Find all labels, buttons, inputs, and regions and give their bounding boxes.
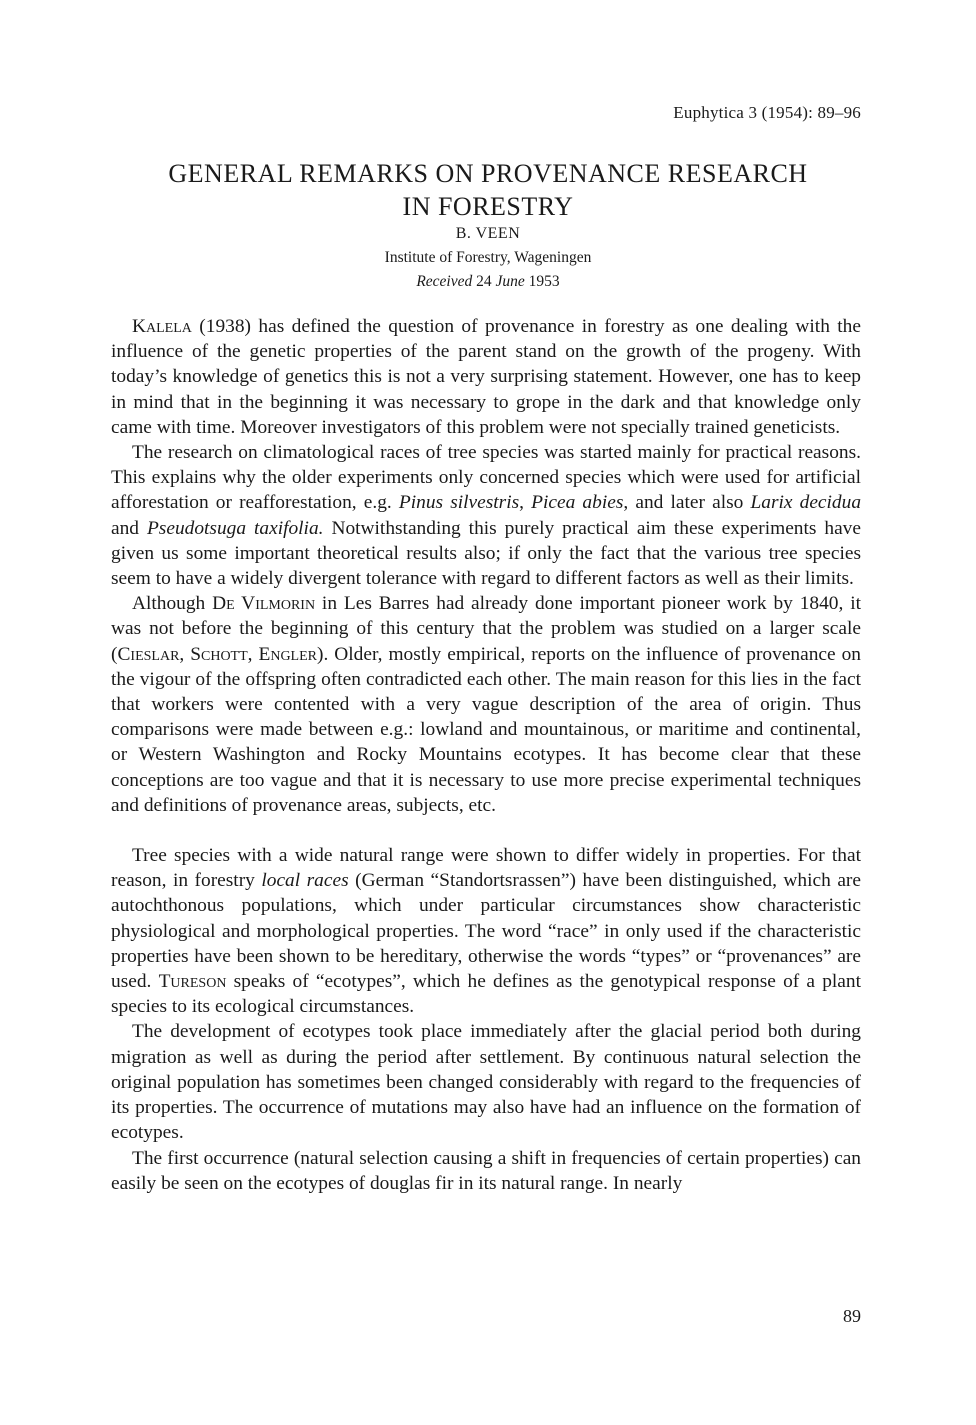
species-name: Picea abies <box>531 492 624 514</box>
paragraph-3: Although De Vilmorin in Les Barres had already done important pioneer work by 1840, it was not before the beginning of this century that the problem was studied on a larger scale (Cieslar, Schott, Engler). Older, mostly empirical, reports on the influence of provenance on the vigour of the offspring often contradicted each other. The main reason for this lies in the fact that workers were contented with a very vague description of the area of origin. Thus comparisons were made between e.g.: lowland and mountainous, or maritime and continental, or Western Washington and Rocky Mountains ecotypes. It has become clear that these conceptions are too vague and that it is necessary to use more precise experimental techniques and definitions of provenance areas, subjects, etc. <box>111 593 861 816</box>
title-line-2: IN FORESTRY <box>402 192 574 222</box>
author-citation: Schott <box>190 643 248 665</box>
paragraph-6: The first occurrence (natural selection causing a shift in frequencies of certain properties) can easily be seen on the ecotypes of douglas fir in its natural range. In nearly <box>111 1147 861 1194</box>
author-citation: Engler <box>258 643 317 665</box>
paragraph-5: The development of ecotypes took place immediately after the glacial period both during migration as well as during the period after settlement. By continuous natural selection the original population has sometimes been changed considerably with regard to the frequencies of its properties. The occurrence of mutations may also have had an influence on the formation of ecotypes. <box>111 1021 861 1144</box>
author-name: B. VEEN <box>455 225 521 242</box>
received-date <box>115 273 861 291</box>
author-citation: Tureson <box>158 971 227 993</box>
species-name: Pseudotsuga taxifolia. <box>146 517 324 539</box>
species-name: Pinus silvestris <box>398 492 520 514</box>
author-citation: Kalela <box>132 316 192 337</box>
article-body <box>111 314 861 1196</box>
received-year: 1953 <box>524 273 560 290</box>
paragraph-1: Kalela (1938) has defined the question of provenance in forestry as one dealing with the influence of the genetic properties of the parent stand on the growth of the progeny. With today’s knowledge of genetics this is not a very surprising statement. However, one has to keep in mind that in the beginning it was necessary to grope in the dark and that knowledge only came with time. Moreover investigators of this problem were not specially trained geneticists. <box>111 316 861 438</box>
author-citation: De Vilmorin <box>212 593 316 615</box>
paragraph-2: The research on climatological races of tree species was started mainly for practical reasons. This explains why the older experiments only concerned species which were used for artificial afforestation or reafforestation, e.g. Pinus silvestris, Picea abies, and later also Larix decidua and Pseudotsuga taxifolia. Notwithstanding this purely practical aim these experiments have given us some important theoretical results also; if only the fact that the various tree species seem to have a widely divergent tolerance with regard to different factors as well as their limits. <box>111 442 862 590</box>
emphasis: local races <box>261 870 349 892</box>
received-month: June <box>495 273 525 290</box>
author-affiliation: Institute of Forestry, Wageningen <box>384 249 592 266</box>
journal-reference: Euphytica 3 (1954): 89–96 <box>673 103 861 122</box>
paragraph-4: Tree species with a wide natural range were shown to differ widely in properties. For that reason, in forestry local races (German “Standortsrassen”) have been distinguished, which are autochthonous populations, which under particular circumstances show characteristic physiological and morphological properties. The word “race” in only used if the characteristic properties have been shown to be hereditary, otherwise the words “types” or “provenances” are used. Tureson speaks of “ecotypes”, which he defines as the genotypical response of a plant species to its ecological circumstances. <box>111 845 861 1018</box>
title-line-1: GENERAL REMARKS ON PROVENANCE RESEARCH <box>168 159 808 189</box>
species-name: Larix decidua <box>750 492 862 514</box>
received-label: Received <box>416 273 473 290</box>
author-citation: Cieslar <box>117 643 180 665</box>
article-title <box>115 157 861 223</box>
page-number: 89 <box>843 1306 861 1326</box>
received-day: 24 <box>472 273 496 290</box>
